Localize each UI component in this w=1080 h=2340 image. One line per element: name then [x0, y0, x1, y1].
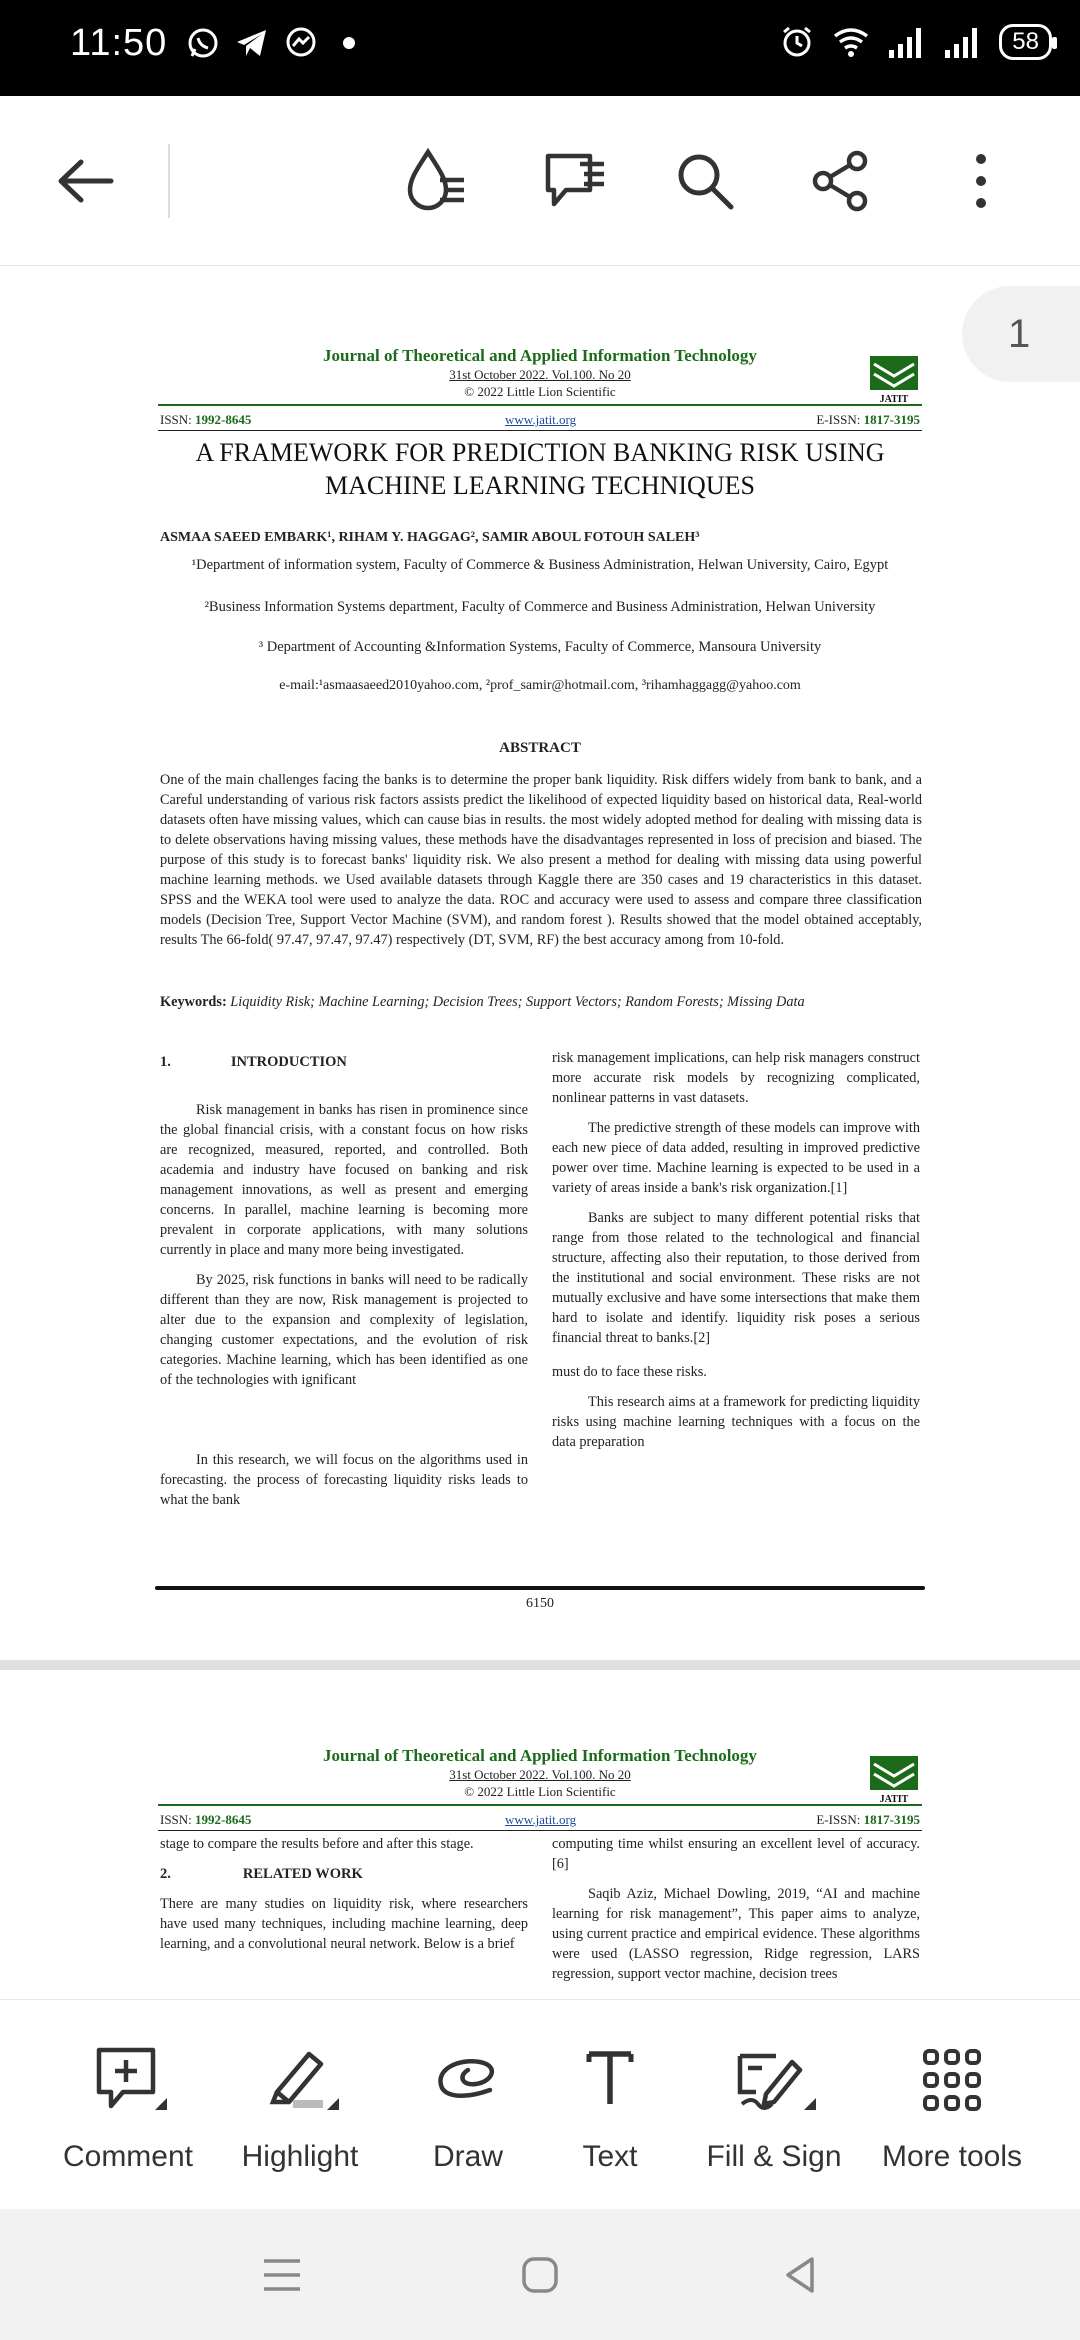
author-emails: e-mail:¹asmaasaeed2010yahoo.com, ²prof_samir@hotmail.com, ³rihamhaggagg@yahoo.com [279, 678, 801, 693]
right-paragraph-1: computing time whilst ensuring an excellent level of accuracy. [6] [552, 1836, 920, 1872]
liquid-mode-button[interactable] [390, 136, 480, 226]
liquid-mode-icon [400, 146, 470, 216]
issn: ISSN: 1992-8645 [160, 412, 252, 427]
issn-rule [158, 430, 922, 431]
page-number: 6150 [526, 1596, 554, 1611]
eissn: E-ISSN: 1817-3195 [816, 1812, 920, 1827]
header-rule [158, 1804, 922, 1806]
abstract-heading: ABSTRACT [499, 740, 581, 756]
comment-label: Comment [62, 2140, 194, 2173]
share-icon [809, 149, 873, 213]
keywords [160, 992, 922, 1012]
back-button[interactable] [40, 136, 130, 226]
draw-label: Draw [432, 2140, 503, 2173]
right-paragraph-3: Banks are subject to many different potential risks that range from those related to the technological and financial structure, affecting also their reputation, to those derived from the institutional and social environment. These risks are not mutually exclusive and have some intersections that make them hard to isolate and identify. liquidity risk poses a serious financial threat to banks.[2] [552, 1210, 920, 1346]
fill-sign-label: Fill & Sign [706, 2140, 842, 2173]
highlight-label: Highlight [241, 2140, 359, 2173]
grid-icon [917, 2045, 987, 2115]
highlight-tool[interactable] [210, 2040, 390, 2174]
right-paragraph-2: Saqib Aziz, Michael Dowling, 2019, “AI and machine learning for risk management”, This paper aims to analyze, using current practice and empirical evidence. These algorithms were used (LASSO regression, Ridge regression, LARS regression, support vector machine, decision trees [552, 1886, 920, 1982]
page-indicator[interactable]: 1 [962, 286, 1080, 382]
header-rule [158, 404, 922, 406]
fill-sign-tool[interactable] [684, 2040, 864, 2174]
intro-paragraph-3: In this research, we will focus on the algorithms used in forecasting. the process of forecasting liquidity risks leads to what the bank [160, 1452, 528, 1508]
dot-icon [332, 26, 366, 60]
svg-text:JATIT: JATIT [879, 394, 909, 404]
title-line-1: A FRAMEWORK FOR PREDICTION BANKING RISK USING [195, 438, 885, 467]
top-toolbar [0, 96, 1080, 266]
svg-text:JATIT: JATIT [879, 1794, 909, 1804]
issn-rule [158, 1830, 922, 1831]
jatit-logo [868, 354, 920, 404]
left-paragraph-2: There are many studies on liquidity risk, where researchers have used many techniques, including machine learning, deep learning, and a convolutional neural network. Below is a brief [160, 1896, 528, 1952]
comment-icon [83, 2040, 173, 2120]
share-button[interactable] [796, 136, 886, 226]
affiliation-1: ¹Department of information system, Faculty of Commerce & Business Administration, Helwan University, Cairo, Egypt [191, 557, 889, 573]
right-column [552, 1048, 920, 1462]
text-tool[interactable] [520, 2040, 700, 2174]
right-paragraph-1: risk management implications, can help risk managers construct more accurate risk models by recognizing complicated, nonlinear patterns in vast datasets. [552, 1050, 920, 1106]
journal-title: Journal of Theoretical and Applied Information Technology [323, 346, 757, 365]
signal-icon [943, 24, 983, 60]
right-paragraph-5: This research aims at a framework for predicting liquidity risks using machine learning techniques with a focus on the data preparation [552, 1394, 920, 1450]
document-viewer[interactable] [0, 266, 1080, 1999]
back-nav-button[interactable] [770, 2245, 830, 2305]
abstract-text: One of the main challenges facing the banks is to determine the proper bank liquidity. Risk differs widely from bank to bank, and a Careful understanding of various risk factors assists predict the likelihood of expected liquidity based on historical data, Real-world datasets often have missing values, which can cause bias in results. the most widely adopted method for dealing with missing data is to delete observations having missing values, these methods have the disadvantages represented in loss of precision and biased. The purpose of this study is to forecast banks' liquidity risk. We also present a method for dealing with missing data using powerful machine learning methods. we Used available datasets through Kaggle there are 350 cases and 19 characteristics in this dataset. SPSS and the WEKA tool were used to analyze the data. ROC and accuracy were used to assess and compare three classification models (Decision Tree, Support Vector Machine (SVM), and random forest ). Results showed that the model obtained acceptably, results The 66-fold( 97.47, 97.47, 97.47) respectively (DT, SVM, RF) the best accuracy among from 10-fold. [160, 772, 922, 948]
affiliation-3: ³ Department of Accounting &Information Systems, Faculty of Commerce, Mansoura University [258, 639, 822, 655]
signal-icon [887, 24, 927, 60]
copyright: © 2022 Little Lion Scientific [464, 1784, 616, 1799]
left-column [160, 1052, 528, 1520]
more-options-button[interactable] [936, 136, 1026, 226]
comments-list-button[interactable] [530, 136, 620, 226]
eissn: E-ISSN: 1817-3195 [816, 412, 920, 427]
title-line-2: MACHINE LEARNING TECHNIQUES [325, 471, 755, 500]
toolbar-divider [168, 144, 170, 218]
more-tools-label: More tools [881, 2140, 1023, 2173]
notification-icons [186, 26, 366, 60]
system-nav-bar [0, 2209, 1080, 2340]
recent-apps-button[interactable] [252, 2245, 312, 2305]
copyright: © 2022 Little Lion Scientific [464, 384, 616, 399]
status-time: 11:50 [70, 22, 168, 64]
footer-rule [155, 1586, 925, 1590]
affiliation-2: ²Business Information Systems department, Faculty of Commerce and Business Administration, Helwan University [204, 599, 876, 615]
keywords-list: Liquidity Risk; Machine Learning; Decision Trees; Support Vectors; Random Forests; Missing Data [230, 994, 805, 1010]
right-paragraph-4: must do to face these risks. [552, 1364, 707, 1380]
more-tools[interactable] [862, 2040, 1042, 2174]
back-icon [778, 2253, 822, 2297]
right-column [552, 1834, 920, 1994]
related-work-heading: 2. RELATED WORK [160, 1866, 363, 1882]
telegram-icon [234, 26, 270, 60]
authors: ASMAA SAEED EMBARK¹, RIHAM Y. HAGGAG², SAMIR ABOUL FOTOUH SALEH³ [160, 530, 700, 545]
messenger-icon [284, 26, 318, 60]
recent-apps-icon [260, 2253, 304, 2297]
pdf-page-1 [0, 266, 1080, 1660]
journal-date: 31st October 2022. Vol.100. No 20 [449, 367, 631, 382]
search-button[interactable] [660, 136, 750, 226]
right-paragraph-2: The predictive strength of these models can improve with each new piece of data added, resulting in improved predictive power over time. Machine learning is expected to be used in a variety of areas inside a bank's risk organization.[1] [552, 1120, 920, 1196]
highlight-icon [255, 2040, 345, 2120]
whatsapp-icon [186, 26, 220, 60]
back-arrow-icon [55, 156, 115, 206]
journal-title: Journal of Theoretical and Applied Information Technology [323, 1746, 757, 1765]
pdf-page-2 [0, 1670, 1080, 1999]
website-link[interactable]: www.jatit.org [505, 1812, 577, 1827]
home-button[interactable] [510, 2245, 570, 2305]
search-icon [673, 149, 737, 213]
issn: ISSN: 1992-8645 [160, 1812, 252, 1827]
jatit-logo [868, 1754, 920, 1804]
comment-tool[interactable] [38, 2040, 218, 2174]
comment-list-icon [540, 146, 610, 216]
bottom-tools-bar [0, 1999, 1080, 2209]
keywords-label: Keywords: [160, 994, 227, 1010]
alarm-icon [779, 24, 815, 60]
draw-icon [428, 2040, 508, 2120]
battery-indicator: 58 [999, 24, 1052, 60]
system-icons [779, 24, 1052, 60]
text-icon [575, 2040, 645, 2120]
journal-date: 31st October 2022. Vol.100. No 20 [449, 1767, 631, 1782]
left-paragraph-1: stage to compare the results before and after this stage. [160, 1836, 474, 1852]
page-separator [0, 1660, 1080, 1670]
left-column [160, 1834, 528, 1964]
more-vert-icon [971, 151, 991, 211]
home-icon [518, 2253, 562, 2297]
fill-sign-icon [726, 2040, 822, 2120]
status-bar [0, 0, 1080, 96]
website-link[interactable]: www.jatit.org [505, 412, 577, 427]
wifi-icon [831, 24, 871, 60]
intro-heading: 1. INTRODUCTION [160, 1054, 347, 1070]
intro-paragraph-1: Risk management in banks has risen in prominence since the global financial crisis, with a constant focus on how risks are recognized, measured, reported, and controlled. Both academia and industry have focused on banking and risk management innovations, as well as present and emerging concerns. In parallel, machine learning is becoming more prevalent in corporate applications, with many solutions currently in place and many more being investigated. [160, 1102, 528, 1258]
paper-title [160, 436, 920, 502]
text-label: Text [582, 2140, 638, 2173]
intro-paragraph-2: By 2025, risk functions in banks will need to be radically different than they are now, Risk management is projected to alter due to the expansion and complexity of legislation, changing customer expectations, and the evolution of risk categories. Machine learning, which has been identified as one of the technologies with ignificant [160, 1272, 528, 1388]
